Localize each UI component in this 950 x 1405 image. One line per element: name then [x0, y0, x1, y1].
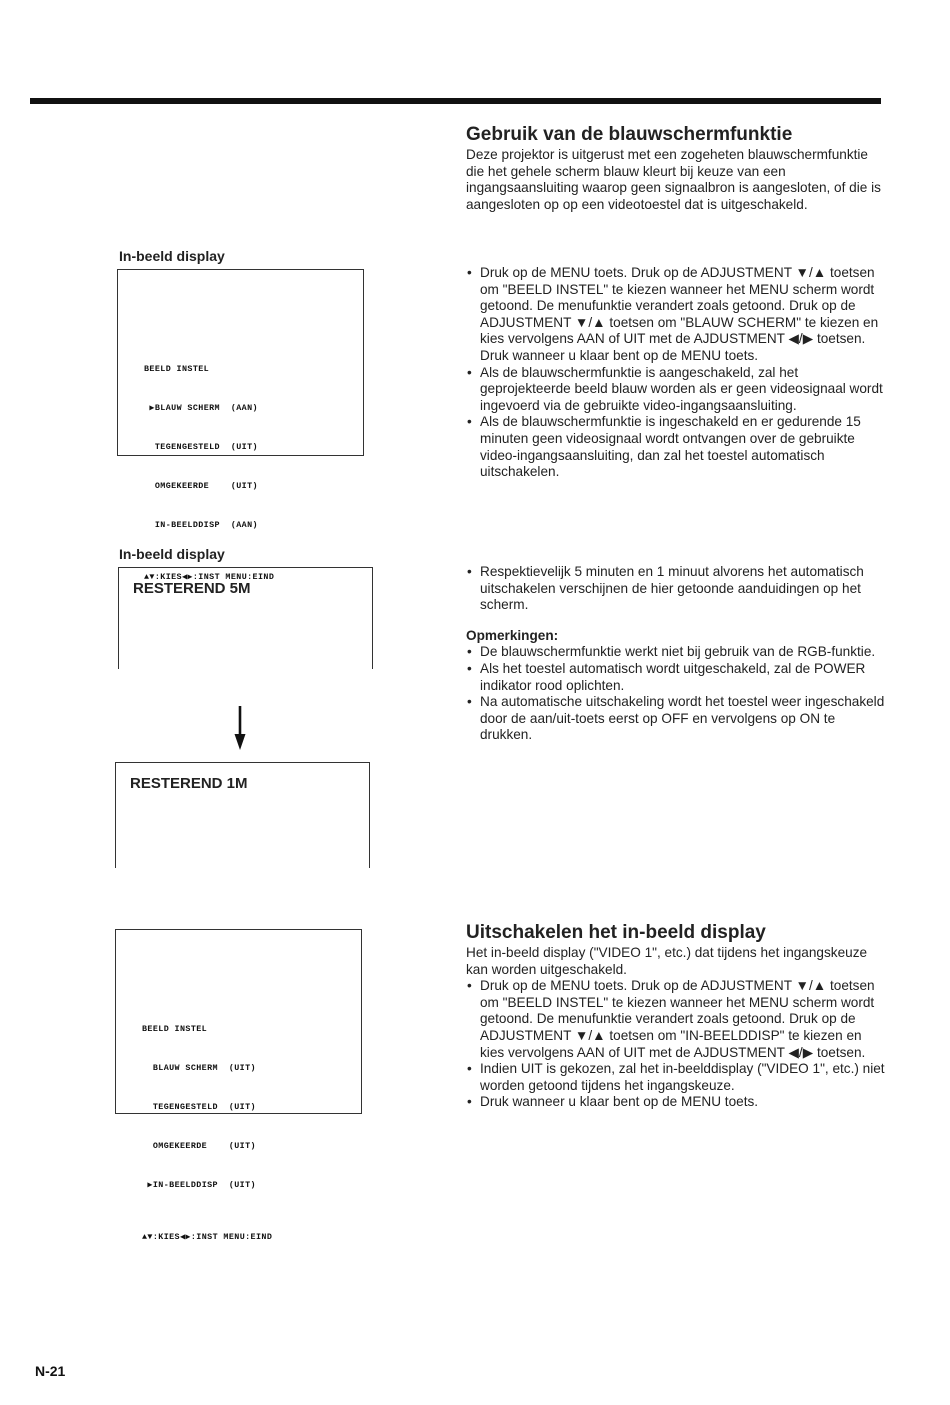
- osd1-row: IN-BEELDDISP (AAN): [144, 520, 258, 530]
- list-item: • Na automatische uitschakeling wordt het toestel weer ingeschakeld door de aan/uit-toets eerst op OFF en vervolgens op ON te drukken.: [466, 694, 886, 744]
- osd1-hint: ▲▼:KIES◀▶:INST MENU:EIND: [144, 572, 275, 582]
- list-item: • Als de blauwschermfunktie is aangeschakeld, zal het geprojekteerde beeld blauw worden als er geen videosignaal wordt ingevoerd via de gebruikte video-ingangsaansluiting.: [466, 365, 886, 415]
- section-auto-off: [466, 564, 886, 744]
- osd1-row: TEGENGESTELD (UIT): [144, 442, 258, 452]
- section-blauwscherm: [466, 123, 886, 213]
- osd3-row: OMGEKEERDE (UIT): [142, 1141, 256, 1151]
- notes-list: [466, 644, 886, 744]
- list-item: • Indien UIT is gekozen, zal het in-beelddisplay ("VIDEO 1", etc.) niet worden getoond tijdens het ingangskeuze.: [466, 1061, 886, 1094]
- down-arrow-icon: [233, 706, 247, 750]
- osd3-row: BEELD INSTEL: [142, 1024, 208, 1034]
- osd2-screen-5m: [118, 567, 373, 669]
- section-intro: Het in-beeld display ("VIDEO 1", etc.) dat tijdens het ingangskeuze kan worden uitgeschakeld.: [466, 945, 868, 977]
- section-blauwscherm-steps: [466, 265, 886, 481]
- section-title: Uitschakelen het in-beeld display: [466, 922, 766, 943]
- osd3-row: TEGENGESTELD (UIT): [142, 1102, 256, 1112]
- list-item: • Als het toestel automatisch wordt uitgeschakeld, zal de POWER indikator rood oplichten.: [466, 661, 886, 694]
- bullet-list: [466, 564, 886, 614]
- notes-title: Opmerkingen:: [466, 627, 559, 643]
- osd2-text-5m: RESTEREND 5M: [133, 580, 251, 597]
- osd3-row: BLAUW SCHERM (UIT): [142, 1063, 256, 1073]
- list-item: • Respektievelijk 5 minuten en 1 minuut alvorens het automatisch uitschakelen verschijnen de hier getoonde aanduidingen op het scherm.: [466, 564, 886, 614]
- list-item: • Druk wanneer u klaar bent op de MENU toets.: [466, 1094, 886, 1111]
- osd3-menu: [142, 997, 272, 1270]
- osd1-label: In-beeld display: [119, 248, 225, 264]
- list-item: • Druk op de MENU toets. Druk op de ADJUSTMENT ▼/▲ toetsen om "BEELD INSTEL" te kiezen wanneer het MENU scherm wordt getoond. De menufunktie verandert zoals getoond. Druk op de ADJUSTMENT ▼/▲ toetsen om "IN-BEELDDISP" te kiezen en kies vervolgens AAN of UIT met de AJDUSTMENT ◀/▶ toetsen.: [466, 978, 886, 1061]
- page-number: N-21: [35, 1363, 66, 1379]
- osd3-hint: ▲▼:KIES◀▶:INST MENU:EIND: [142, 1232, 273, 1242]
- top-rule: [30, 98, 881, 104]
- section-in-beeld: [466, 921, 886, 1111]
- bullet-list: [466, 265, 886, 481]
- osd1-row: ▶BLAUW SCHERM (AAN): [144, 403, 258, 413]
- osd2-label: In-beeld display: [119, 546, 225, 562]
- list-item: • Als de blauwschermfunktie is ingeschakeld en er gedurende 15 minuten geen videosignaal wordt ontvangen over de gebruikte video-ingangsaansluiting, dan zal het toestel automatisch uitschakelen.: [466, 414, 886, 480]
- list-item: • De blauwschermfunktie werkt niet bij gebruik van de RGB-funktie.: [466, 644, 886, 661]
- list-item: • Druk op de MENU toets. Druk op de ADJUSTMENT ▼/▲ toetsen om "BEELD INSTEL" te kiezen wanneer het MENU scherm wordt getoond. De menufunktie verandert zoals getoond. Druk op de ADJUSTMENT ▼/▲ toetsen om "BLAUW SCHERM" te kiezen en kies vervolgens AAN of UIT met de AJDUSTMENT ◀/▶ toetsen. Druk wanneer u klaar bent op de MENU toets.: [466, 265, 886, 365]
- osd2-text-1m: RESTEREND 1M: [130, 775, 248, 792]
- osd1-row: BEELD INSTEL: [144, 364, 210, 374]
- bullet-list: [466, 978, 886, 1111]
- section-title: Gebruik van de blauwschermfunktie: [466, 124, 793, 145]
- osd3-screen: [115, 929, 362, 1242]
- osd1-row: OMGEKEERDE (UIT): [144, 481, 258, 491]
- section-intro: Deze projektor is uitgerust met een zogeheten blauwschermfunktie die het gehele scherm blauw kleurt bij keuze van een ingangsaansluiting waarop geen signaalbron is aangesloten, of die is aangesloten op op een videotoestel dat is uitgeschakeld.: [466, 147, 881, 212]
- osd2-screen-1m: [115, 762, 370, 868]
- osd3-row: ▶IN-BEELDDISP (UIT): [142, 1180, 256, 1190]
